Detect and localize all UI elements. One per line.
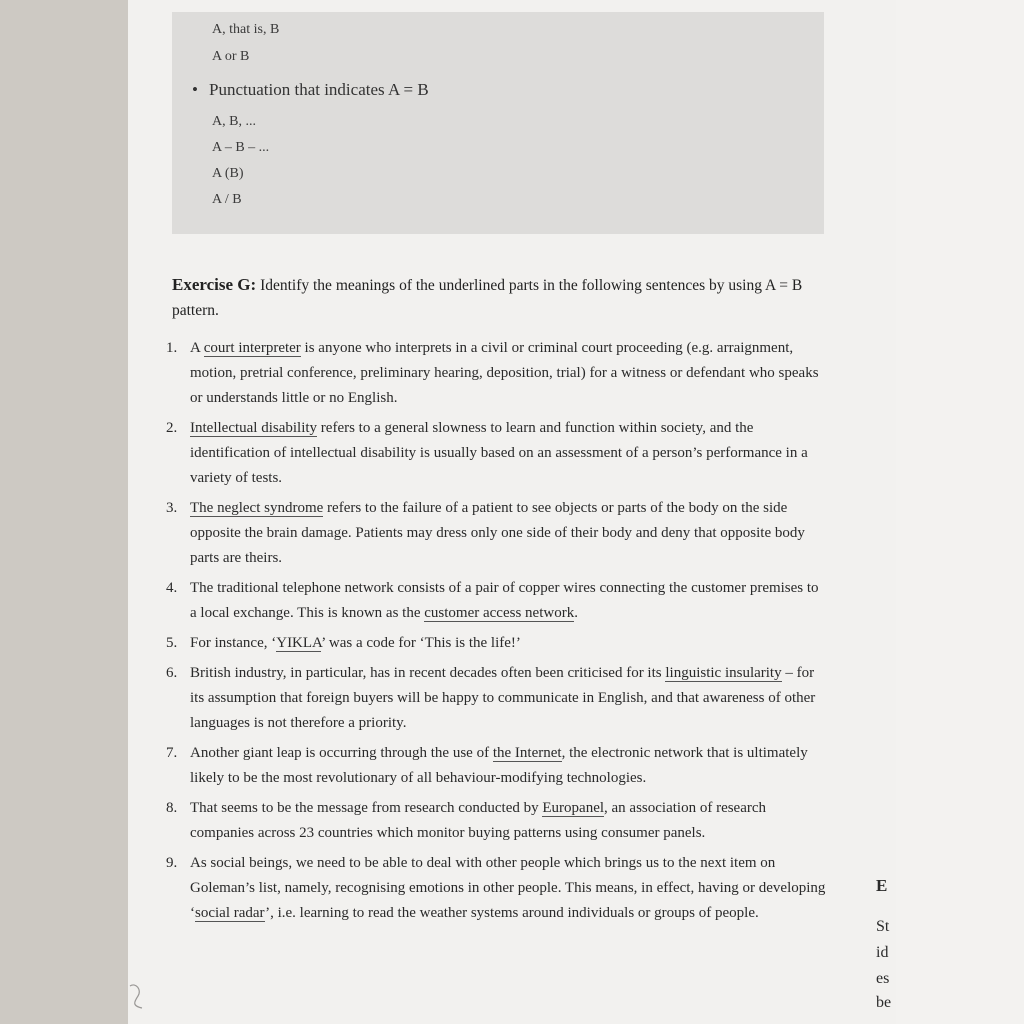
- box-bullet-text: Punctuation that indicates A = B: [209, 80, 429, 99]
- underlined-term: Europanel: [542, 800, 605, 816]
- box-line-that-is: A, that is, B: [212, 22, 280, 37]
- page-corner-doodle: [128, 980, 154, 1010]
- underlined-term: customer access network: [424, 605, 575, 621]
- exercise-heading: [172, 272, 832, 323]
- list-item: 5. For instance, ‘YIKLA’ was a code for ‘This is the life!’: [166, 635, 521, 651]
- list-item: 9. As social beings, we need to be able to deal with other people which brings us to the next item on Goleman’s list, namely, recognising emotions in other people. This means, in effect, having or developing ‘social radar’, i.e. learning to read the weather systems around individuals or groups of people.: [166, 855, 826, 921]
- next-page-fragment: es: [876, 970, 890, 987]
- underlined-term: court interpreter: [203, 340, 301, 356]
- next-page-fragment: E: [876, 876, 888, 895]
- underlined-term: YIKLA: [276, 635, 322, 651]
- list-item: 4. The traditional telephone network consists of a pair of copper wires connecting the customer premises to a local exchange. This is known as the customer access network.: [166, 580, 819, 621]
- box-pattern-comma: A, B, ...: [212, 114, 256, 129]
- next-page-edge: [896, 0, 1024, 1024]
- list-item: 6. British industry, in particular, has in recent decades often been criticised for its linguistic insularity – for its assumption that foreign buyers will be happy to communicate in English, and that awareness of other languages is not therefore a priority.: [166, 665, 816, 731]
- next-page-fragment: id: [876, 944, 889, 961]
- box-pattern-dash: A – B – ...: [212, 140, 270, 155]
- list-item: 2. Intellectual disability refers to a general slowness to learn and function within society, and the identification of intellectual disability is usually based on an assessment of a person’s performance in a variety of tests.: [166, 420, 808, 486]
- list-item: 3. The neglect syndrome refers to the failure of a patient to see objects or parts of the body on the side opposite the brain damage. Patients may dress only one side of their body and deny that opposite body parts are theirs.: [166, 500, 805, 566]
- box-pattern-parens: A (B): [212, 166, 244, 181]
- underlined-term: social radar: [195, 905, 266, 921]
- underlined-term: The neglect syndrome: [190, 500, 324, 516]
- box-pattern-slash: A / B: [212, 192, 242, 207]
- list-item: 7. Another giant leap is occurring through the use of the Internet, the electronic network that is ultimately likely to be the most revolutionary of all behaviour-modifying technologies.: [166, 745, 808, 786]
- next-page-fragment: St: [876, 918, 890, 935]
- bullet-icon: •: [192, 80, 198, 99]
- box-line-or: A or B: [212, 49, 250, 64]
- underlined-term: linguistic insularity: [665, 665, 782, 681]
- next-page-fragment: be: [876, 994, 892, 1011]
- exercise-instruction: Identify the meanings of the underlined parts in the following sentences by using A = B pattern.: [172, 277, 803, 319]
- box-bullet: [192, 80, 429, 100]
- exercise-list: [166, 336, 826, 931]
- exercise-title: Exercise G:: [172, 275, 257, 294]
- list-item: 1. A court interpreter is anyone who interprets in a civil or criminal court proceeding (e.g. arraignment, motion, pretrial conference, preliminary hearing, deposition, trial) for a witness or defendant who speaks or understands little or no English.: [166, 340, 819, 406]
- background-left: [0, 0, 128, 1024]
- example-box: [172, 12, 824, 234]
- list-item: 8. That seems to be the message from research conducted by Europanel, an association of research companies across 23 countries which monitor buying patterns using consumer panels.: [166, 800, 767, 841]
- underlined-term: the Internet: [492, 745, 562, 761]
- underlined-term: Intellectual disability: [190, 420, 318, 436]
